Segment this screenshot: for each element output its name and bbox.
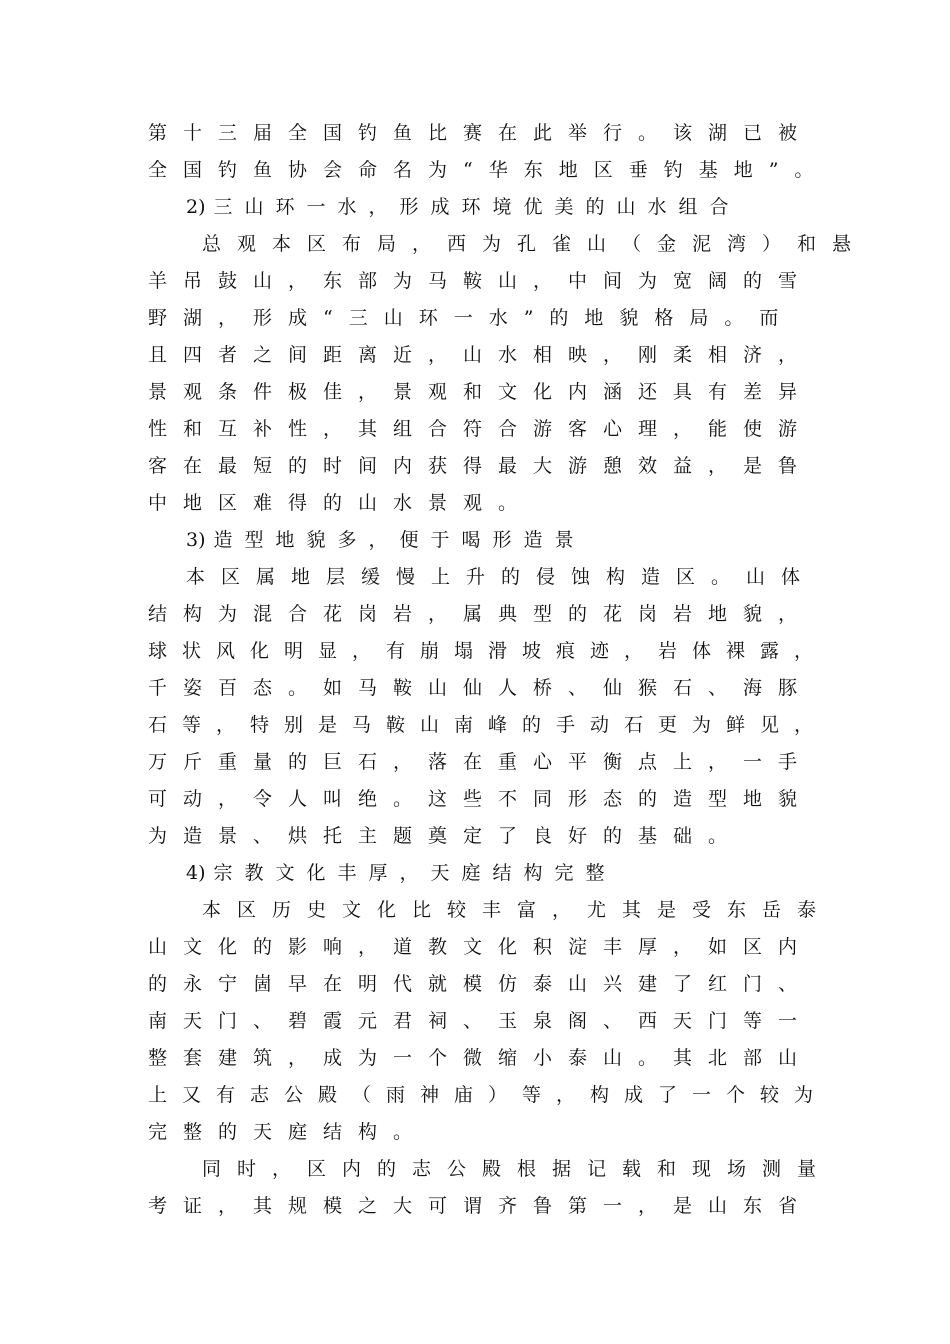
text-line: 整套建筑，成为一个微缩小泰山。其北部山 — [148, 1047, 814, 1069]
text-line: 球状风化明显，有崩塌滑坡痕迹，岩体裸露， — [148, 640, 829, 662]
text-line: 万斤重量的巨石，落在重心平衡点上，一手 — [148, 751, 814, 773]
section-heading-2 — [186, 192, 826, 222]
text-line: 山文化的影响，道教文化积淀丰厚，如区内 — [148, 936, 814, 958]
section-heading-3 — [186, 525, 826, 555]
text-line: 全国钓鱼协会命名为“华东地区垂钓基地”。 — [148, 159, 830, 181]
heading-number: 2) — [186, 196, 206, 218]
paragraph-first-line: 本区属地层缓慢上升的侵蚀构造区。山体 — [186, 566, 817, 588]
heading-text: 宗教文化丰厚，天庭结构完整 — [213, 862, 617, 884]
text-line: 南天门、碧霞元君祠、玉泉阁、西天门等一 — [148, 1010, 814, 1032]
text-line: 羊吊鼓山，东部为马鞍山，中间为宽阔的雪 — [148, 270, 814, 292]
section-heading-4 — [186, 858, 826, 888]
text-line: 千姿百态。如马鞍山仙人桥、仙猴石、海豚 — [148, 677, 814, 699]
text-line: 可动，令人叫绝。这些不同形态的造型地貌 — [148, 788, 814, 810]
heading-number: 4) — [186, 862, 206, 884]
paragraph-first-line: 同时，区内的志公殿根据记载和现场测量 — [202, 1158, 833, 1180]
paragraph-first-line: 本区历史文化比较丰富，尤其是受东岳泰 — [202, 899, 833, 921]
text-line: 野湖，形成“三山环一水”的地貌格局。而 — [148, 307, 795, 329]
paragraph-first-line: 总观本区布局，西为孔雀山（金泥湾）和悬 — [202, 233, 868, 255]
text-line: 的永宁崮早在明代就模仿泰山兴建了红门、 — [148, 973, 814, 995]
text-line: 上又有志公殿（雨神庙）等，构成了一个较为 — [148, 1084, 829, 1106]
text-line: 结构为混合花岗岩，属典型的花岗岩地貌， — [148, 603, 814, 625]
text-line: 完整的天庭结构。 — [148, 1121, 429, 1143]
text-line: 客在最短的时间内获得最大游憩效益，是鲁 — [148, 455, 814, 477]
text-line: 石等，特别是马鞍山南峰的手动石更为鲜见， — [148, 714, 829, 736]
text-line: 中地区难得的山水景观。 — [148, 492, 534, 514]
text-line: 且四者之间距离近，山水相映，刚柔相济， — [148, 344, 814, 366]
text-line: 考证，其规模之大可谓齐鲁第一，是山东省 — [148, 1195, 814, 1217]
heading-number: 3) — [186, 529, 206, 551]
text-line: 为造景、烘托主题奠定了良好的基础。 — [148, 825, 744, 847]
heading-text: 造型地貌多，便于喝形造景 — [213, 529, 586, 551]
text-line: 性和互补性，其组合符合游客心理，能使游 — [148, 418, 814, 440]
text-line: 第十三届全国钓鱼比赛在此举行。该湖已被 — [148, 122, 814, 144]
heading-text: 三山环一水，形成环境优美的山水组合 — [213, 196, 741, 218]
text-line: 景观条件极佳，景观和文化内涵还具有差异 — [148, 381, 814, 403]
